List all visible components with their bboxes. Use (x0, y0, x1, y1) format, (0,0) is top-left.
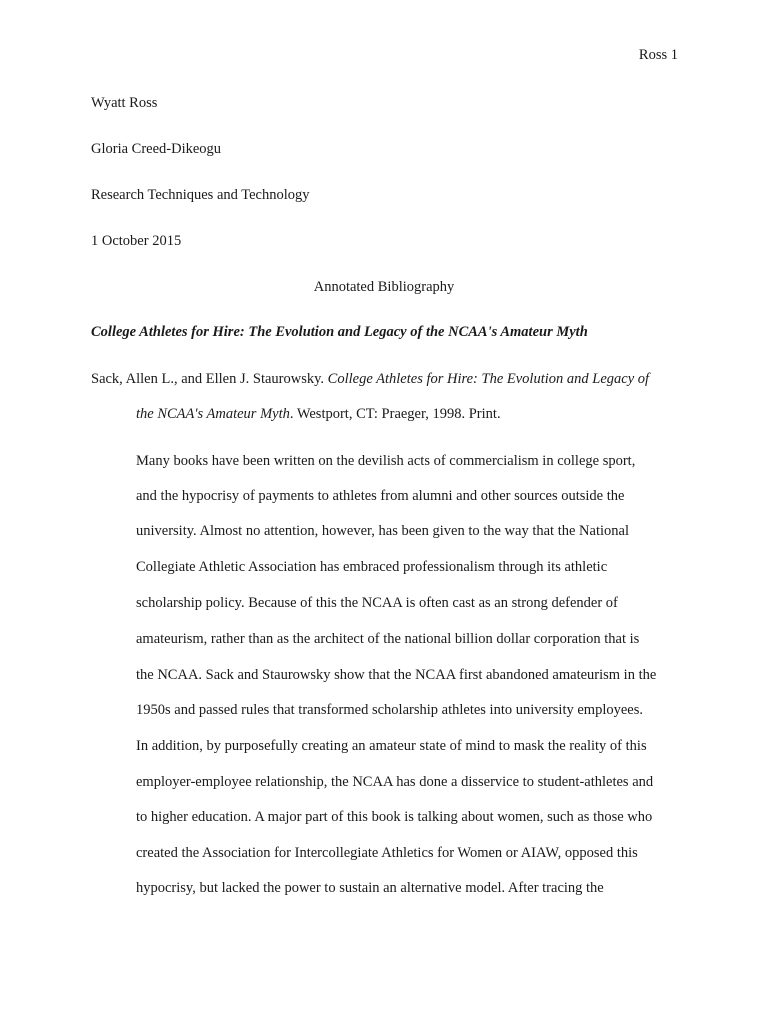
citation-publication: . Westport, CT: Praeger, 1998. Print. (289, 406, 501, 422)
annotation-line: and the hypocrisy of payments to athletes from alumni and other sources outside the (136, 488, 625, 504)
date: 1 October 2015 (91, 233, 182, 249)
annotation-line: 1950s and passed rules that transformed scholarship athletes into university employees. (136, 702, 643, 718)
annotation-line: the NCAA. Sack and Staurowsky show that the NCAA first abandoned amateurism in the (136, 667, 657, 683)
citation-authors: Sack, Allen L., and Ellen J. Staurowsky. (91, 371, 328, 387)
citation-book-title-1: College Athletes for Hire: The Evolution and Legacy of (327, 371, 650, 387)
annotation-line: In addition, by purposefully creating an amateur state of mind to mask the reality of this (136, 738, 647, 754)
entry-section-title: College Athletes for Hire: The Evolution and Legacy of the NCAA's Amateur Myth (91, 324, 588, 340)
citation-line-2 (136, 406, 501, 423)
course-name: Research Techniques and Technology (91, 187, 310, 203)
annotation-line: hypocrisy, but lacked the power to sustain an alternative model. After tracing the (136, 880, 604, 896)
annotation-line: to higher education. A major part of this book is talking about women, such as those who (136, 809, 653, 825)
annotation-line: Collegiate Athletic Association has embraced professionalism through its athletic (136, 559, 608, 575)
student-name: Wyatt Ross (91, 95, 158, 111)
citation-line-1 (91, 371, 649, 388)
page-title: Annotated Bibliography (313, 279, 455, 295)
annotation-line: employer-employee relationship, the NCAA has done a disservice to student-athletes and (136, 774, 654, 790)
annotation-line: created the Association for Intercollegiate Athletics for Women or AIAW, opposed this (136, 845, 638, 861)
running-head: Ross 1 (638, 47, 678, 63)
annotation-line: scholarship policy. Because of this the NCAA is often cast as an strong defender of (136, 595, 618, 611)
instructor-name: Gloria Creed-Dikeogu (91, 141, 222, 157)
citation-book-title-2: the NCAA's Amateur Myth (136, 406, 290, 422)
annotation-line: Many books have been written on the devilish acts of commercialism in college sport, (136, 453, 636, 469)
annotation-line: university. Almost no attention, however, has been given to the way that the National (136, 523, 629, 539)
annotation-line: amateurism, rather than as the architect of the national billion dollar corporation that is (136, 631, 640, 647)
